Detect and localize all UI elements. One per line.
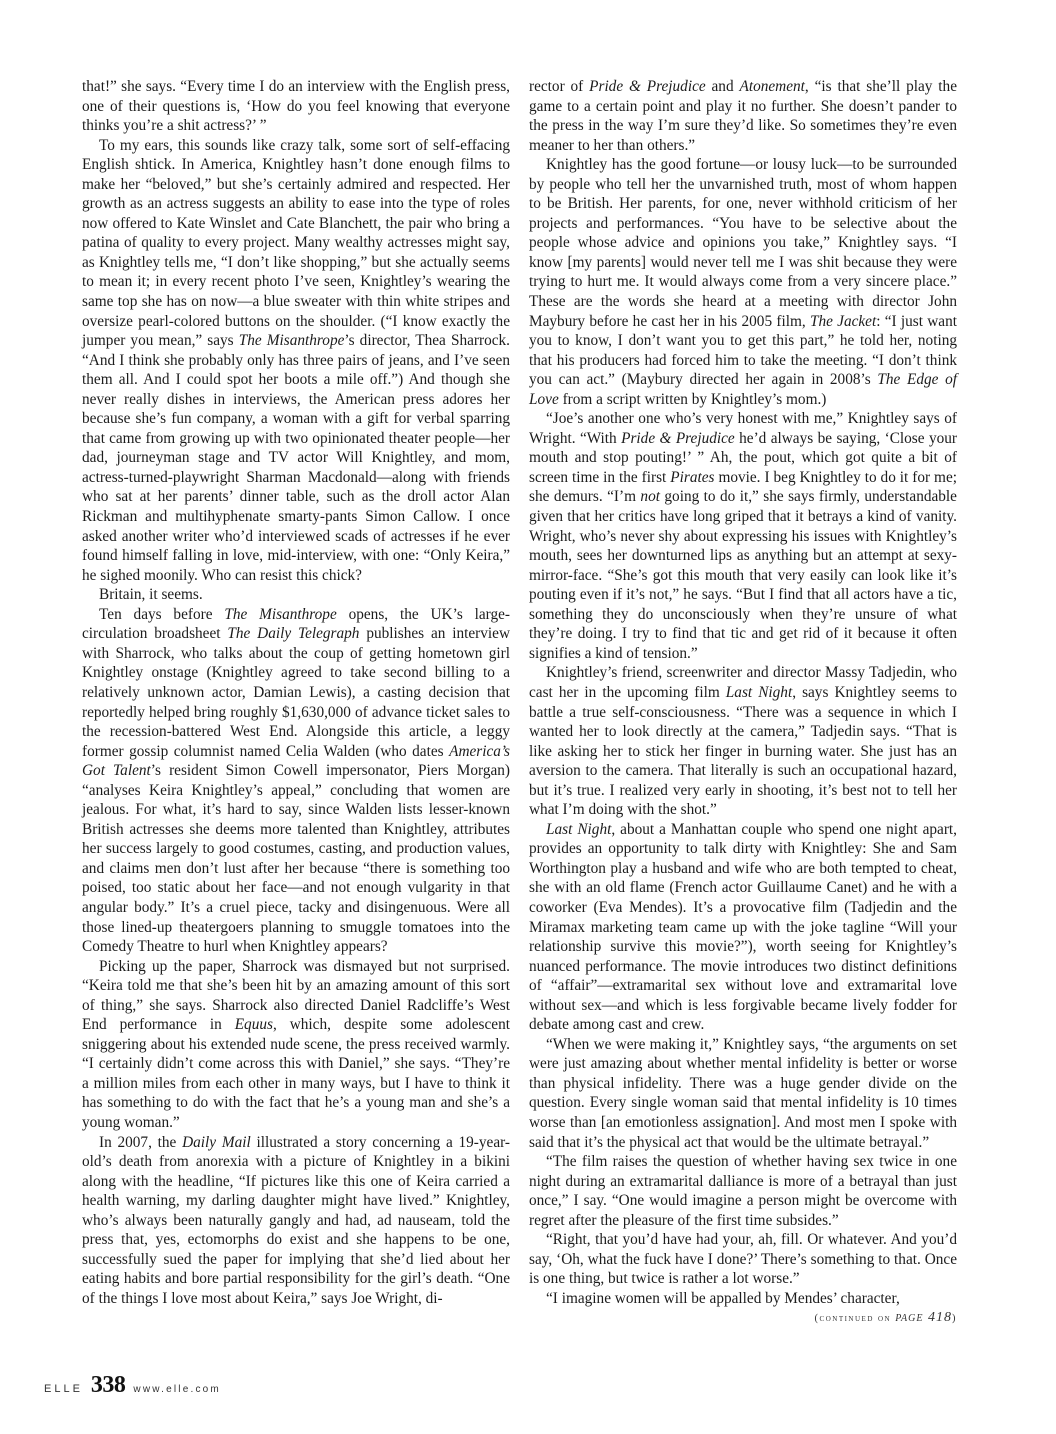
text-run: To my ears, this sounds like crazy talk, some sort of self-effacing English shtick. In America, Knightley hasn’t done enough films to make her “beloved,” but she’s certainly admired and respected. Her growth as an actress suggests an ability to ease into the type of roles now offered to Kate Winslet and Cate Blanchett, the pair who bring a patina of quality to every project. Many wealthy actresses might say, as Knightley tells me, “I don’t like shopping,” but she actually seems to mean it; in every recent photo I’ve seen, Knightley’s wearing the same top she has on now—a blue sweater with thin white stripes and oversize pearl-colored buttons on the shoulder. (“I know exactly the jumper you mean,” says [82, 136, 510, 350]
italic-title: The Edge of Love [529, 371, 957, 408]
text-run: “Joe’s another one who’s very honest with me,” Knightley says of Wright. “With [529, 410, 957, 447]
italic-title: Equus [234, 1016, 273, 1034]
paragraph [529, 409, 957, 663]
paragraph [82, 77, 510, 136]
text-run: Ten days before [99, 605, 225, 623]
text-run: , “is that she’ll play the game to a certain point and play it no further. She doesn’t pander to the press in the way I’m sure they’d like. So sometimes they’re even meaner to her than others.” [529, 78, 957, 154]
text-run: rector of [529, 78, 590, 95]
text-run: opens, the UK’s large-circulation broadsheet [82, 605, 510, 643]
text-run: “When we were making it,” Knightley says, “the arguments on set were just amazing about whether mental infidelity is better or worse than physical infidelity. There was a huge gender divide on the question. Every single woman said that mental infidelity is 10 times worse than [an emotionless assignation]. And most men I spoke with said that it’s the physical act that would be the ultimate betrayal.” [529, 1035, 957, 1151]
text-run: Knightley has the good fortune—or lousy luck—to be surrounded by people who tell her the unvarnished truth, most of whom happen to be British. Her parents, for one, never withhold criticism of her projects and performances. “You have to be selective about the people whose advice and opinions you take,” Knightley says. “I know [my parents] would never tell me I was shit because they were trying to hurt me. It would always come from a very sincere place.” These are the words she heard at a meeting with director John Maybury before he cast her in his 2005 film, [529, 156, 957, 330]
italic-title: The Jacket [809, 312, 877, 330]
paragraph [529, 820, 957, 1035]
paragraph [529, 1230, 957, 1289]
paragraph [529, 77, 957, 155]
magazine-brand: ELLE [44, 1383, 83, 1395]
continued-page: page 418 [895, 1310, 952, 1326]
paragraph [82, 605, 510, 957]
text-run: movie. I beg Knightley to do it for me; she demurs. “I’m [529, 468, 957, 506]
italic-title: Pride & Prejudice [589, 78, 706, 95]
paragraph [82, 1133, 510, 1309]
paragraph [529, 1035, 957, 1152]
italic-title: Last Night [725, 683, 793, 701]
paragraph [82, 957, 510, 1133]
text-run: going to do it,” she says firmly, understandable given that her critics have long griped that it betrays a kind of vanity. Wright, who’s never shy about expressing his issues with Knightley’s mouth, sees her downturned lips as anything but an attempt at sexy-mirror-face. “She’s got this mouth that very easily can look like it’s pouting even if it’s not,” he says. “But I find that all actors have a tic, something they do unconsciously when they’re unsure of what they’re doing. I try to find that tic and get rid of it because it often signifies a kind of tension.” [529, 488, 957, 662]
website-url: www.elle.com [133, 1384, 221, 1395]
continued-close: ) [952, 1313, 957, 1325]
text-run: , says Knightley seems to battle a true self-consciousness. “There was a sequence in which I wanted her to look directly at the camera,” Tadjedin says. “That is like asking her to stick her finger in burning water. She just has an aversion to the camera. That literally is such an occupational hazard, but it’s true. I realized very early in shooting, it’s best not to tell her what I’m doing with the shot.” [529, 683, 957, 819]
italic-title: Atonement [739, 78, 805, 95]
text-run: Picking up the paper, Sharrock was dismayed but not surprised. “Keira told me that she’s been hit by an amazing amount of this sort of thing,” she says. Sharrock also directed Daniel Radcliffe’s West End performance in [82, 957, 510, 1034]
italic-title: America’s Got Talent [82, 742, 510, 780]
italic-title: Last Night [546, 820, 612, 838]
text-run: Knightley’s friend, screenwriter and director Massy Tadjedin, who cast her in the upcoming film [529, 664, 957, 701]
text-run: , about a Manhattan couple who spend one night apart, provides an opportunity to talk dirty with Knightley: She and Sam Worthington play a husband and wife who are both tempted to cheat, she with an old flame (French actor Guillaume Canet) and he with a coworker (Eva Mendes). It’s a provocative film (Tadjedin and the Miramax marketing team came up with the joke tagline “Will your relationship survive this movie?”), worth seeing for Knightley’s nuanced performance. The movie introduces two distinct definitions of “affair”—extramarital sex without love and extramarital love without sex—and which is less forgivable became lively fodder for debate among cast and crew. [529, 820, 958, 1034]
italic-title: Daily Mail [182, 1133, 251, 1151]
text-run: from a script written by Knightley’s mom.) [558, 390, 827, 408]
continued-label: (continued on [814, 1313, 896, 1325]
continued-on-note [529, 1308, 957, 1329]
text-run: “The film raises the question of whether having sex twice in one night during an extramarital dalliance is more of a betrayal than just once,” I say. “One would imagine a person might be overcome with regret after the pleasure of the first time subsides.” [529, 1153, 957, 1229]
paragraph [529, 663, 957, 819]
italic-title: Pride & Prejudice [621, 429, 735, 447]
text-run: : “I just want you to know, I don’t want you to get this part,” he told her, noting that his producers had forced him to take the meeting. “I don’t think you can act.” (Maybury directed her again in 2008’s [529, 312, 957, 389]
text-run: In 2007, the [99, 1133, 183, 1151]
paragraph [82, 136, 510, 586]
paragraph [82, 585, 510, 605]
paragraph [529, 155, 957, 409]
article-column-right [529, 77, 957, 1329]
text-run: “I imagine women will be appalled by Mendes’ character, [546, 1289, 900, 1307]
italic-title: The Daily Telegraph [227, 625, 360, 643]
paragraph [529, 1289, 957, 1309]
italic-title: Pirates [670, 468, 715, 486]
text-run: that!” she says. “Every time I do an interview with the English press, one of their questions is, ‘How do you feel knowing that everyone thinks you’re a shit actress?’ ” [82, 78, 510, 135]
text-run: he’d always be saying, ‘Close your mouth and stop pouting!’ ” Ah, the pout, which got quite a bit of screen time in the first [529, 429, 957, 486]
text-run: illustrated a story concerning a 19-year-old’s death from anorexia with a picture of Knightley in a bikini along with the headline, “If pictures like this one of Keira carried a health warning, my darling daughter might have lived.” Knightley, who’s always been naturally gangly and had, ad nauseam, told the press that, yes, ectomorphs do exist and she happens to be one, successfully sued the paper for implying that she’d lied about her eating habits and bore partial responsibility for the girl’s death. “One of the things I love most about Keira,” says Joe Wright, di- [82, 1133, 510, 1307]
page-number: 338 [90, 1372, 126, 1398]
text-run: , which, despite some adolescent sniggering about his extended nude scene, the press received warmly. “I certainly didn’t come across this with Daniel,” she says. “They’re a million miles from each other in many ways, but I have to think it has something to do with the fact that he’s a young man and she’s a young woman.” [82, 1016, 510, 1131]
text-run: “Right, that you’d have had your, ah, fill. Or whatever. And you’d say, ‘Oh, what the fuck have I done?’ There’s something to that. Once is one thing, but twice is rather a lot worse.” [529, 1231, 957, 1288]
text-run: and [705, 78, 740, 95]
text-run: ’s director, Thea Sharrock. “And I think she probably only has three pairs of jeans, and I’ve seen them all. And I could spot her boots a mile off.”) And though she never really dishes in interviews, the American press adores her because she’s fun company, a woman with a gift for verbal sparring that came from growing up with two opinionated theater people—her dad, journeyman stage and TV actor Will Knightley, and mom, actress-turned-playwright Sharman Macdonald—along with friends who sat at her parents’ dinner table, such as the droll actor Alan Rickman and multihyphenate smarty-pants Simon Callow. I once asked another writer who’d interviewed scads of actresses if he ever found himself falling in love, mid-interview, with one: “Only Keira,” he sighed moonily. Who can resist this chick? [82, 332, 510, 584]
text-run: ’s resident Simon Cowell impersonator, Piers Morgan) “analyses Keira Knightley’s appeal,” concluding that women are jealous. For what, it’s hard to say, since Walden lists lesser-known British actresses she deems more talented than Knightley, attributes her success largely to good costumes, casting, and production values, and claims men don’t lust after her because “there is something too poised, too static about her face—and not enough vulgarity in that angular body.” It’s a cruel piece, tacky and disingenuous. Were all those lined-up theatergoers planning to smuggle tomatoes into the Comedy Theatre to hurl when Knightley appears? [82, 762, 510, 956]
italic-emphasis: not [640, 488, 660, 506]
paragraph [529, 1152, 957, 1230]
italic-title: The Misanthrope [238, 332, 345, 350]
italic-title: The Misanthrope [224, 605, 337, 623]
text-run: Britain, it seems. [99, 586, 203, 604]
page-footer [44, 1372, 221, 1399]
article-column-left [82, 77, 510, 1308]
text-run: publishes an interview with Sharrock, who talks about the coup of getting hometown girl Knightley onstage (Knightley agreed to take second billing to a relatively unknown actor, Damian Lewis), a casting decision that reportedly helped bring roughly $1,630,000 of advance ticket sales to the recession-battered West End. Alongside this article, a leggy former gossip columnist named Celia Walden (who dates [82, 625, 510, 760]
